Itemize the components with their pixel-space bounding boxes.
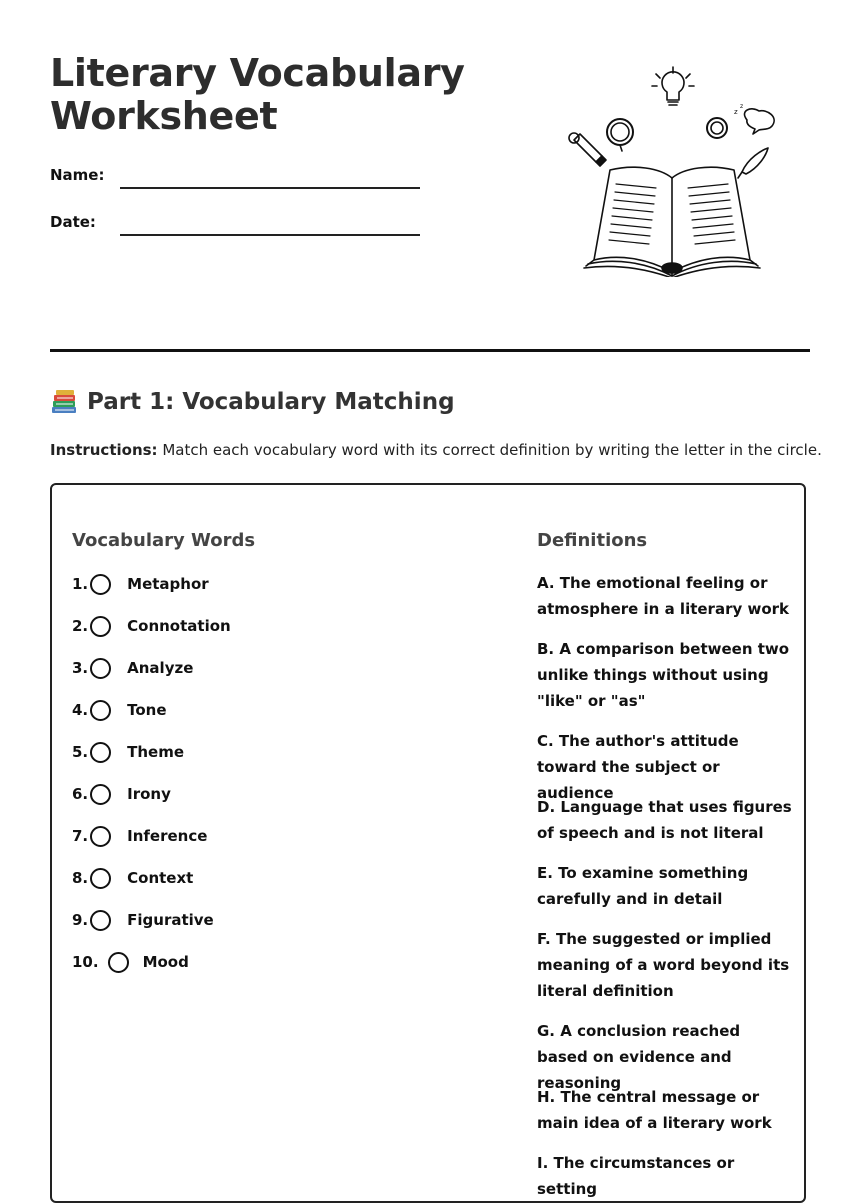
vocabulary-word: Irony [127,785,171,803]
definition-item: F. The suggested or implied meaning of a word beyond its literal definition [537,930,790,1000]
vocabulary-word: Tone [127,701,167,719]
word-row [72,570,209,598]
definition-item: A. The emotional feeling or atmosphere in a literary work [537,574,790,618]
date-field[interactable] [120,234,420,236]
word-row [72,654,193,682]
answer-circle[interactable] [90,784,111,805]
instructions-label: Instructions: [50,441,158,459]
section-title [50,388,455,416]
title-line-1: Literary Vocabulary [50,51,465,95]
word-row [72,780,171,808]
word-number: 9. [72,911,89,929]
definition-item: D. Language that uses figures of speech and is not literal [537,798,792,842]
definitions-header: Definitions [537,530,648,551]
definition-item: G. A conclusion reached based on evidence and reasoning [537,1022,741,1092]
vocabulary-word: Context [127,869,194,887]
open-book-with-ideas-icon [560,62,785,277]
word-number: 5. [72,743,89,761]
vocabulary-word: Connotation [127,617,231,635]
answer-circle[interactable] [108,952,129,973]
vocabulary-word: Theme [127,743,185,761]
word-number: 3. [72,659,89,677]
instructions-text: Match each vocabulary word with its correct definition by writing the letter in the circle. [157,441,822,459]
section-title-text: Part 1: Vocabulary Matching [87,389,455,415]
name-field[interactable] [120,187,420,189]
vocabulary-word: Figurative [127,911,214,929]
word-number: 7. [72,827,89,845]
word-row [72,738,184,766]
svg-text:z: z [734,108,738,116]
section-divider [50,349,810,352]
word-row [72,822,207,850]
vocabulary-word: Mood [142,953,189,971]
answer-circle[interactable] [90,700,111,721]
word-number: 1. [72,575,89,593]
vocabulary-word: Inference [127,827,208,845]
word-row [72,612,231,640]
books-emoji-icon [50,388,78,416]
definition-item: H. The central message or main idea of a literary work [537,1088,772,1132]
definition-item: C. The author's attitude toward the subject or audience [537,732,739,802]
definition-item: I. The circumstances or setting [537,1154,735,1198]
answer-circle[interactable] [90,616,111,637]
title-line-2: Worksheet [50,94,278,138]
worksheet-title [50,52,465,138]
words-header: Vocabulary Words [72,530,256,551]
answer-circle[interactable] [90,910,111,931]
vocabulary-word: Analyze [127,659,194,677]
instructions [50,441,822,459]
answer-circle[interactable] [90,868,111,889]
vocabulary-word: Metaphor [127,575,209,593]
word-row [72,906,214,934]
date-label: Date: [50,213,96,231]
definition-item: B. A comparison between two unlike things without using "like" or "as" [537,640,790,710]
answer-circle[interactable] [90,826,111,847]
svg-text:z: z [740,103,744,110]
name-label: Name: [50,166,105,184]
word-number: 6. [72,785,89,803]
word-row [72,864,193,892]
definition-item: E. To examine something carefully and in detail [537,864,749,908]
answer-circle[interactable] [90,742,111,763]
word-number: 4. [72,701,89,719]
word-number: 10. [72,953,99,971]
word-number: 8. [72,869,89,887]
word-row [72,696,167,724]
answer-circle[interactable] [90,574,111,595]
answer-circle[interactable] [90,658,111,679]
word-number: 2. [72,617,89,635]
word-row [72,948,189,976]
